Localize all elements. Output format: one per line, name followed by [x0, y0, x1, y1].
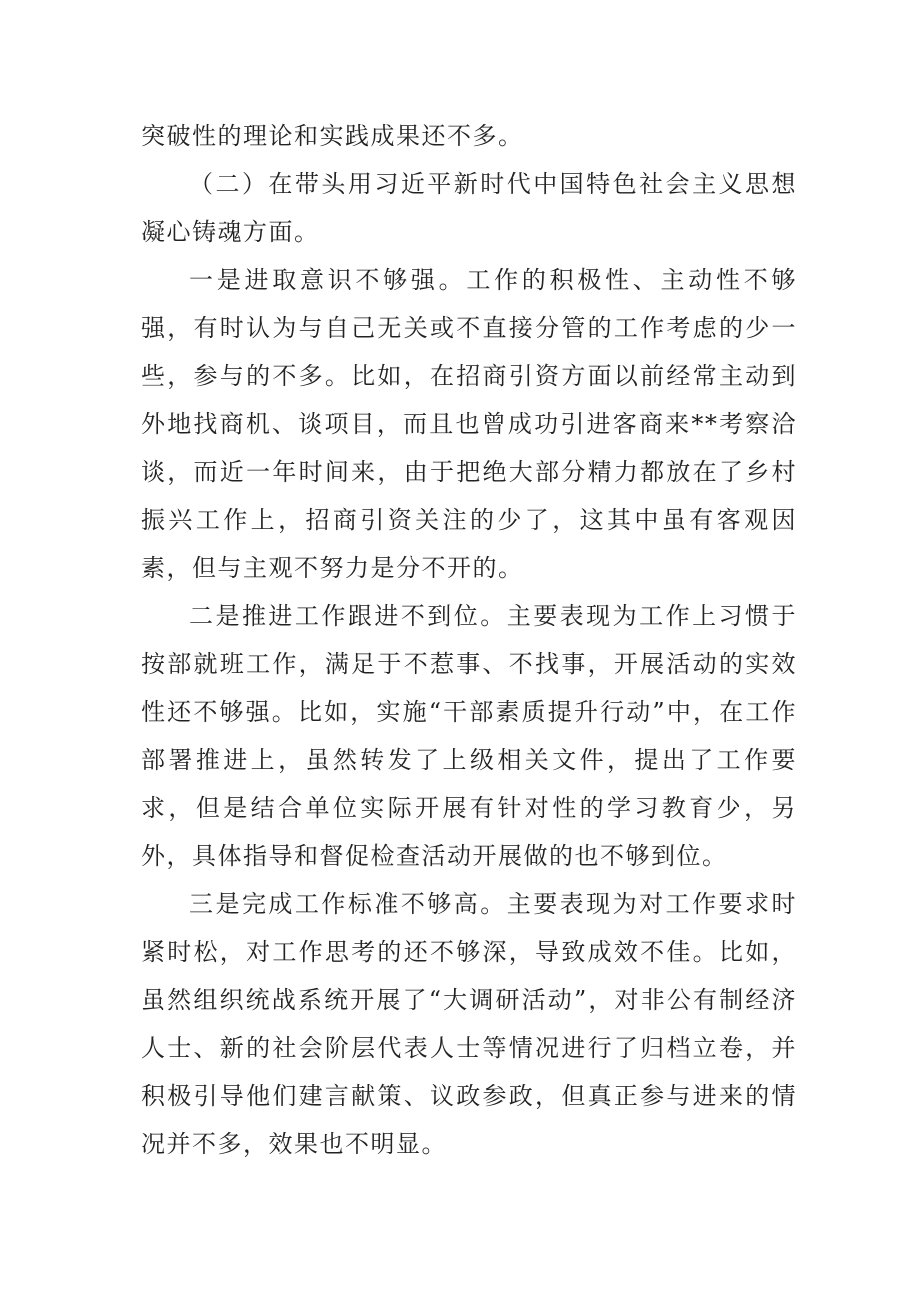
paragraph-point-two: 二是推进工作跟进不到位。主要表现为工作上习惯于按部就班工作，满足于不惹事、不找事，开展活动的实效性还不够强。比如，实施“干部素质提升行动”中，在工作部署推进上，虽然转发了上级相关文件，提出了工作要求，但是结合单位实际开展有针对性的学习教育少，另外，具体指导和督促检查活动开展做的也不够到位。: [141, 602, 797, 870]
section-heading: （二）在带头用习近平新时代中国特色社会主义思想凝心铸魂方面。: [141, 170, 797, 246]
paragraph-continuation: 突破性的理论和实践成果还不多。: [141, 122, 524, 150]
paragraph-point-one: 一是进取意识不够强。工作的积极性、主动性不够强，有时认为与自己无关或不直接分管的工作考虑的少一些，参与的不多。比如，在招商引资方面以前经常主动到外地找商机、谈项目，而且也曾成功引进客商来**考察洽谈，而近一年时间来，由于把绝大部分精力都放在了乡村振兴工作上，招商引资关注的少了，这其中虽有客观因素，但与主观不努力是分不开的。: [141, 266, 797, 582]
document-body: [141, 112, 797, 1168]
paragraph-point-three: 三是完成工作标准不够高。主要表现为对工作要求时紧时松，对工作思考的还不够深，导致成效不佳。比如，虽然组织统战系统开展了“大调研活动”，对非公有制经济人士、新的社会阶层代表人士等情况进行了归档立卷，并积极引导他们建言献策、议政参政，但真正参与进来的情况并不多，效果也不明显。: [141, 890, 797, 1158]
